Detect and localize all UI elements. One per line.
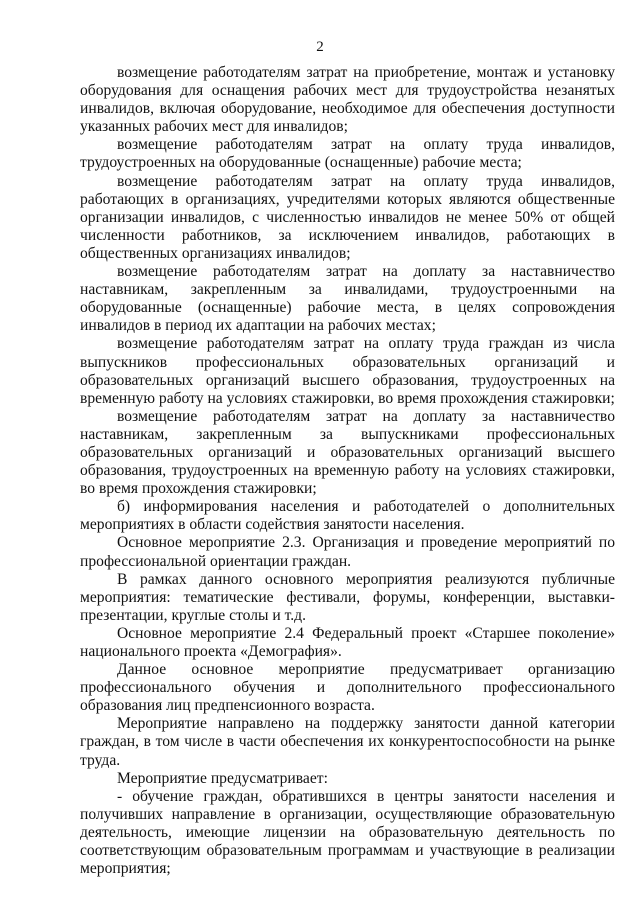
paragraph: Основное мероприятие 2.3. Организация и проведение мероприятий по профессиональной ориентации граждан. [80, 534, 615, 570]
paragraph: Данное основное мероприятие предусматривает организацию профессионального обучения и дополнительного профессионального образования лиц предпенсионного возраста. [80, 661, 615, 715]
paragraph: возмещение работодателям затрат на доплату за наставничество наставникам, закрепленным за инвалидами, трудоустроенными на оборудованные (оснащенные) рабочие места, в целях сопровождения инвалидов в период их адаптации на рабочих местах; [80, 263, 615, 335]
paragraph: В рамках данного основного мероприятия реализуются публичные мероприятия: тематические фестивали, форумы, конференции, выставки-презентации, круглые столы и т.д. [80, 570, 615, 624]
paragraph: возмещение работодателям затрат на оплату труда инвалидов, трудоустроенных на оборудованные (оснащенные) рабочие места; [80, 136, 615, 172]
paragraph: возмещение работодателям затрат на приобретение, монтаж и установку оборудования для оснащения рабочих мест для трудоустройства незанятых инвалидов, включая оборудование, необходимое для обеспечения доступности указанных рабочих мест для инвалидов; [80, 64, 615, 136]
paragraph: Основное мероприятие 2.4 Федеральный проект «Старшее поколение» национального проекта «Демография». [80, 624, 615, 660]
paragraph: Мероприятие направлено на поддержку занятости данной категории граждан, в том числе в части обеспечения их конкурентоспособности на рынке труда. [80, 715, 615, 769]
document-body [80, 64, 615, 878]
paragraph: - обучение граждан, обратившихся в центры занятости населения и получивших направление в организации, осуществляющие образовательную деятельность, имеющие лицензии на образовательную деятельность по соответствующим образовательным программам и участвующие в реализации мероприятия; [80, 787, 615, 878]
paragraph: возмещение работодателям затрат на оплату труда инвалидов, работающих в организациях, учредителями которых являются общественные организации инвалидов, с численностью инвалидов не менее 50% от общей численности работников, за исключением инвалидов, работающих в общественных организациях инвалидов; [80, 172, 615, 262]
paragraph: б) информирования населения и работодателей о дополнительных мероприятиях в области содействия занятости населения. [80, 498, 615, 534]
paragraph: возмещение работодателям затрат на доплату за наставничество наставникам, закрепленным за выпускниками профессиональных образовательных организаций и образовательных организаций высшего образования, трудоустроенных на временную работу на условиях стажировки, во время прохождения стажировки; [80, 407, 615, 498]
paragraph: возмещение работодателям затрат на оплату труда граждан из числа выпускников профессиональных образовательных организаций и образовательных организаций высшего образования, трудоустроенных на временную работу на условиях стажировки, во время прохождения стажировки; [80, 335, 615, 407]
paragraph: Мероприятие предусматривает: [117, 769, 328, 787]
page-number: 2 [316, 39, 324, 55]
